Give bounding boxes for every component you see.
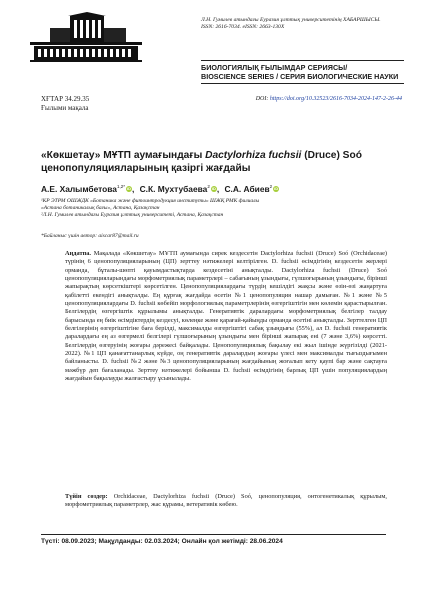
abstract [65,250,387,384]
title-part-1: «Көкшетау» МҰТП аумағындағы [41,150,206,161]
divider [201,60,404,61]
series-box [201,60,404,84]
abstract-text: Мақалада «Көкшетау» МҰТП аумағында сирек кездесетін Dactylorhiza fuchsii (Druce) Soó (Orchidaceae) түрінің 6 ценопопуляцияларының (ЦП) зерттеу нәтижелері келтірілген. D. fuchsii өсімдігінің кездесетін жерлері орманда, бұталы-шөпті қауымдастықтарда кездесетіні анықталды. Dactylorhiza fuchsii (Druce) Soó ценопопуляцияларындағы морфометриялық параметрлері – сабағының ұзындығы, гүлшоғырының ұзындығы, бірінші жапырақтың көрсеткіштері көрсетілген. Ценопопуляциялардағы түрдің кешілдігі жақсы және өзін-өзі жаңартуға қабілетті екендігі анықталды. Ең құрғақ жағдайда өсетін №1 ценопопуляция нашар дамыған. №1 және №5 ценопопуляциялардағы D. fuchsii көбейіп морфологиялық параметрлерінің өзгергіштігін мен көлемін қарастырылған. Белгілердің өзгергіштік құрылымы анықталды. Генеративтік даралардағы морфометриялық белгілер талдау барысында ең биік өсімдіктердің кездесуі, көлеңке және қарағай-қайыңды орманда өсетіні анықталды. Зерттелген ЦП белгілерінің өзгергіштігіне баға берілді, максималды өзгергіштігі сабақ ұзындығы (55%), ал D. fuchsii генеративтік даралардағы ең аз өзгермелі белгілері гүлшоғырының ұзындығы мен бірінші жапырақ ені (7 және 3,6%) көрсетті. Белгілердің өзгеруінің жоғары дәрежесі байқалады. Ценопопуляциялық бақылау екі жыл ішінде жүргізілді (2021-2022). №1 ЦП қанағаттанарлық күйде, оң генеративтік даралардың жоғары үлесі мен максималды тығыздығымен байланысты. D. fuchsii №2 және №3 ценопопуляцияларының жағдайының жоғалып кету қаупі бар және сақтауға мәжбүр деп бағаланады. Зерттеу нәтижелері бойынша D. fuchsii өсімдігінің барлық ЦП үшін популяциялардың жағдайын бақылауды жалғастыру ұсынылады. [65,250,387,383]
title-part-2: (Druce) Soó ценопопуляцияларының қазіргі жағдайы [41,150,362,174]
title-species: Dactylorhiza fuchsii [205,150,302,161]
journal-name: Л.Н. Гумилев атындағы Еуразия ұлттық университетінің ХАБАРШЫСЫ. [201,17,381,23]
author: С.К. Мухтубаева$^2$ iD, [139,184,220,194]
series-title-en: BIOSCIENCE SERIES / СЕРИЯ БИОЛОГИЧЕСКИЕ НАУКИ [201,72,399,81]
article-meta [41,95,89,112]
article-type: Ғылыми мақала [41,103,89,112]
author: А.Е. Халымбетова$^{1,2*}$ iD, [41,184,135,194]
series-title-kz: БИОЛОГИЯЛЫҚ ҒЫЛЫМДАР СЕРИЯСЫ/ [201,63,348,72]
doi-link[interactable]: https://doi.org/10.32523/2616-7034-2024-147-2-26-44 [269,96,402,102]
issn-line: ISSN: 2616-7034. eISSN: 2663-130X [201,24,285,30]
doi-label: DOI: [255,96,269,102]
keywords-label: Түйін сөздер: [65,493,108,500]
corresponding-email: *Байланыс үшін автор: aiscar87@mail.ru [41,233,139,239]
affiliation-line: ²Л.Н. Гумилев атындағы Еуразия ұлттық университеті, Астана, Қазақстан [41,212,224,219]
divider [201,83,404,84]
author: С.А. Абиев$^2$ iD [224,184,279,194]
udc-code: ХҒТАР 34.29.35 [41,95,90,103]
divider [41,534,386,535]
author-list [41,184,282,194]
keywords-text: Orchidaceae, Dactylorhiza fuchsii (Druce) Soó, ценопопуляция, онтогенетикалық құрылым, морфометриялық параметрлер, жас құрамы, ветеративік көбею. [65,493,387,509]
orcid-icon[interactable]: iD [126,186,131,191]
orcid-icon[interactable]: iD [211,186,216,191]
keywords [65,493,387,510]
affiliations [41,198,386,220]
affiliation-line: ¹КР ЭТРМ ОШЖДК «Ботаника және фитоинтродукция институты» ШЖҚ РМК филиалы [41,198,260,204]
doi-line [256,96,402,102]
article-dates: Түсті: 08.09.2023; Мақұлданды: 02.03.2024; Онлайн қол жетімді: 28.06.2024 [41,538,283,545]
journal-header [0,0,424,81]
affiliation-line: «Астана ботаникалық бағы», Астана, Қазақстан [41,205,160,212]
article-title [41,150,386,175]
orcid-icon[interactable]: iD [274,186,279,191]
abstract-label: Аңдатпа. [65,250,91,257]
university-building-logo [30,12,148,64]
